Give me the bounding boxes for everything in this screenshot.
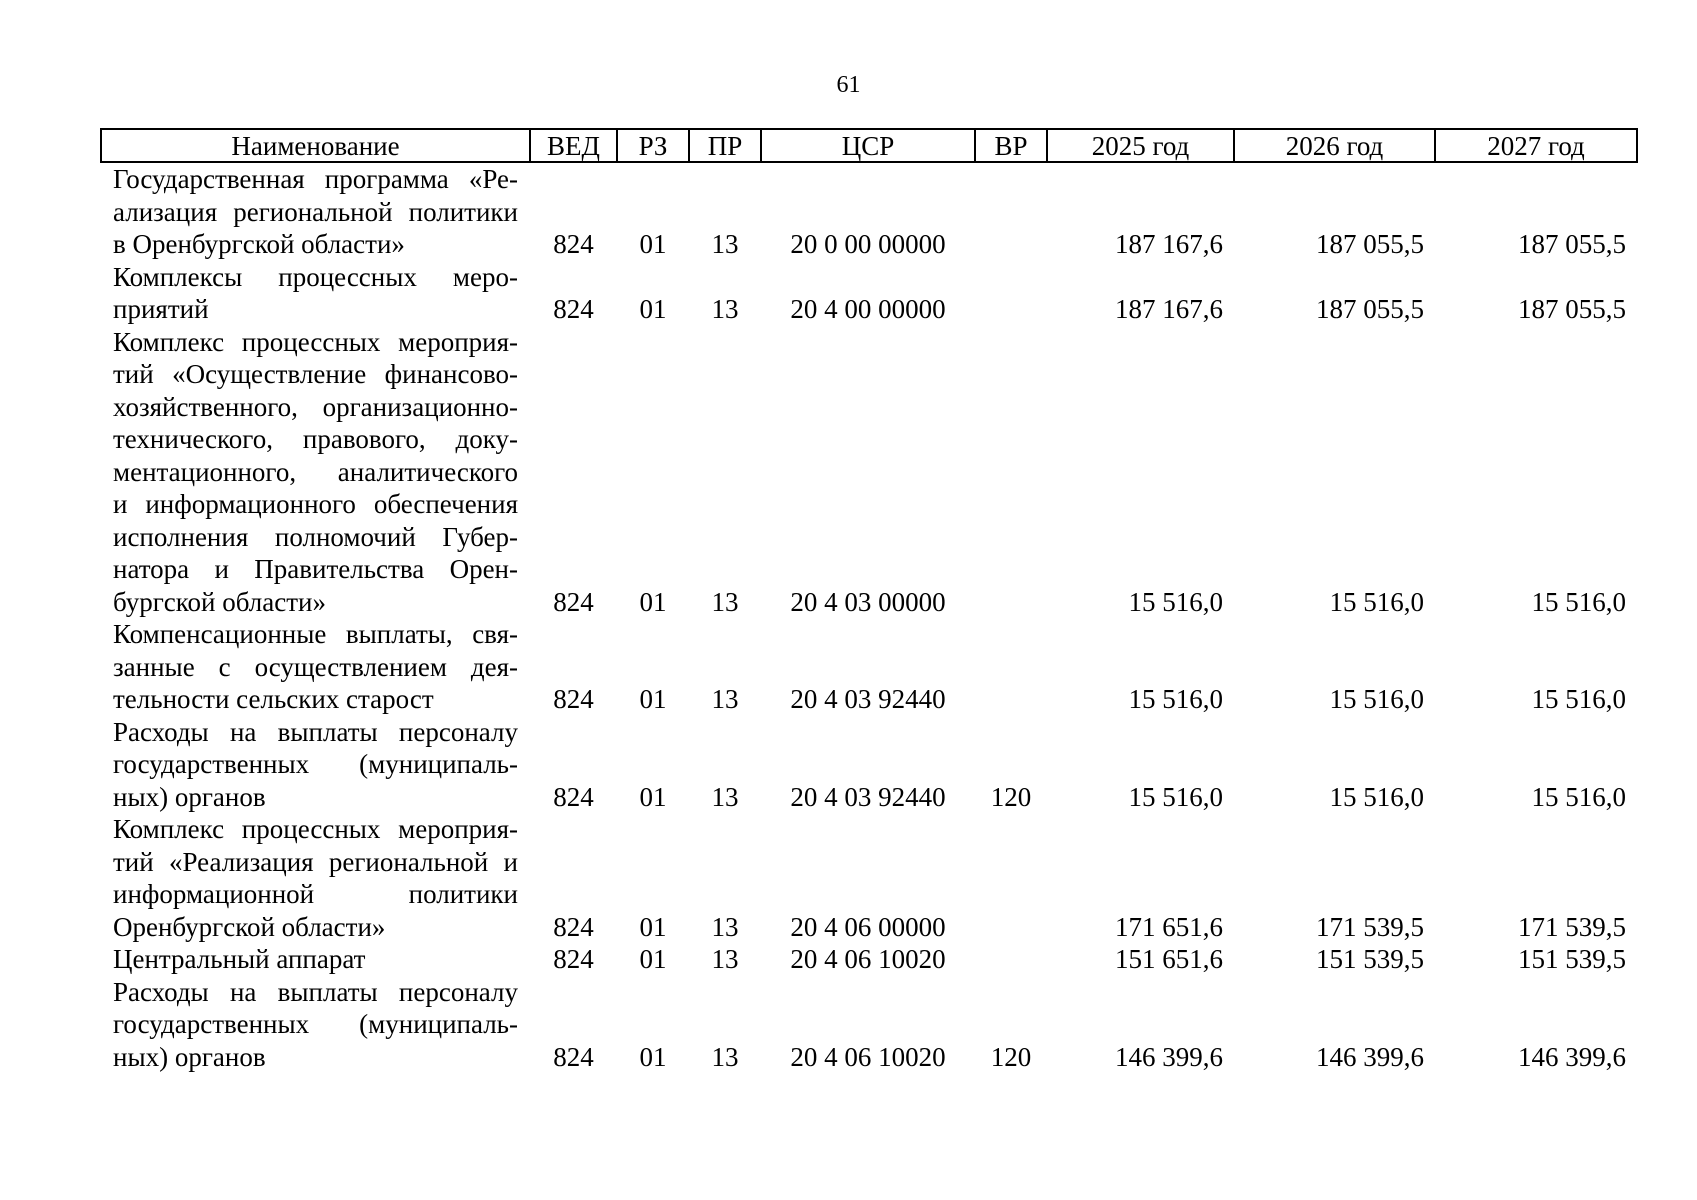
row-amount-2025: 171 651,6: [1115, 911, 1223, 942]
page-number: 61: [836, 72, 861, 98]
row-ved: 824: [553, 294, 594, 324]
row-name-line: Расходы на выплаты персоналу: [113, 716, 518, 747]
row-amount-2026: 15 516,0: [1329, 781, 1424, 812]
column-header-2026: 2026 год: [1234, 129, 1435, 162]
row-vr: [975, 261, 1047, 326]
row-rz: 01: [639, 229, 667, 259]
row-name-line: ных) органов: [113, 1041, 266, 1072]
row-amount-2026: 15 516,0: [1329, 586, 1424, 617]
table-row: [101, 976, 1637, 1074]
row-rz: 01: [639, 586, 667, 617]
row-amount-2025: 187 167,6: [1115, 294, 1223, 324]
row-name-line: тельности сельских старост: [113, 684, 434, 714]
row-amount-2025: 15 516,0: [1128, 586, 1223, 617]
row-amount-2026: 187 055,5: [1316, 294, 1424, 324]
row-name-line: государственных (муниципаль-: [113, 1009, 518, 1039]
table-header-row: [101, 129, 1637, 162]
row-name-line: Комплексы процессных меро-: [113, 261, 518, 292]
row-name: [101, 813, 530, 943]
table-body: [101, 162, 1637, 1073]
row-ved: 824: [553, 684, 594, 714]
row-name-line: хозяйственного, организационно-: [113, 391, 518, 422]
row-name: [101, 943, 530, 976]
row-name-line: тий «Осуществление финансово-: [113, 359, 518, 389]
column-header-vr: ВР: [975, 129, 1047, 162]
row-csr: 20 4 03 00000: [790, 586, 946, 617]
row-vr: [975, 943, 1047, 976]
table-row: [101, 326, 1637, 619]
table-row: [101, 813, 1637, 943]
row-amount-2027: 15 516,0: [1531, 586, 1626, 617]
row-ved: 824: [553, 1041, 594, 1072]
row-amount-2025: 151 651,6: [1115, 944, 1223, 974]
row-name-line: информационной политики: [113, 879, 518, 909]
row-rz: 01: [639, 684, 667, 714]
row-name-line: Компенсационные выплаты, свя-: [113, 619, 518, 649]
row-amount-2026: 171 539,5: [1316, 911, 1424, 942]
row-ved: 824: [553, 911, 594, 942]
column-header-rz: РЗ: [617, 129, 689, 162]
column-header-name: Наименование: [101, 129, 530, 162]
row-pr: 13: [711, 684, 739, 714]
row-rz: 01: [639, 911, 667, 942]
row-name-line: занные с осуществлением дея-: [113, 651, 518, 682]
budget-table: [100, 128, 1638, 1073]
row-amount-2027: 151 539,5: [1518, 944, 1626, 974]
row-csr: 20 4 06 10020: [790, 944, 946, 974]
row-ved: 824: [553, 586, 594, 617]
column-header-2027: 2027 год: [1435, 129, 1637, 162]
row-pr: 13: [711, 294, 739, 324]
row-name: [101, 618, 530, 716]
row-vr: [975, 618, 1047, 716]
row-name-line: бургской области»: [113, 586, 326, 617]
row-pr: 13: [711, 229, 739, 259]
row-name-line: технического, правового, доку-: [113, 424, 518, 454]
row-csr: 20 4 06 10020: [790, 1041, 946, 1072]
table-row: [101, 162, 1637, 261]
row-amount-2025: 146 399,6: [1115, 1041, 1223, 1072]
row-amount-2026: 15 516,0: [1329, 684, 1424, 714]
row-ved: 824: [553, 229, 594, 259]
table-row: [101, 618, 1637, 716]
row-name-line: и информационного обеспечения: [113, 489, 518, 519]
row-amount-2026: 151 539,5: [1316, 944, 1424, 974]
row-csr: 20 4 06 00000: [790, 911, 946, 942]
row-name: [101, 716, 530, 814]
row-amount-2025: 15 516,0: [1128, 781, 1223, 812]
row-name: [101, 162, 530, 261]
column-header-pr: ПР: [689, 129, 761, 162]
row-csr: 20 0 00 00000: [790, 229, 946, 259]
row-csr: 20 4 03 92440: [790, 781, 946, 812]
row-name-line: исполнения полномочий Губер-: [113, 521, 518, 552]
row-name-line: Центральный аппарат: [113, 944, 366, 974]
row-name-line: Расходы на выплаты персоналу: [113, 976, 518, 1007]
row-amount-2026: 146 399,6: [1316, 1041, 1424, 1072]
row-vr: 120: [990, 1041, 1032, 1072]
row-name-line: ных) органов: [113, 781, 266, 812]
row-ved: 824: [553, 944, 594, 974]
column-header-ved: ВЕД: [530, 129, 617, 162]
table-row: [101, 261, 1637, 326]
row-rz: 01: [639, 944, 667, 974]
row-rz: 01: [639, 781, 667, 812]
table-row: [101, 943, 1637, 976]
row-name-line: тий «Реализация региональной и: [113, 846, 518, 877]
row-pr: 13: [711, 1041, 739, 1072]
row-amount-2026: 187 055,5: [1316, 229, 1424, 259]
column-header-csr: ЦСР: [761, 129, 975, 162]
row-amount-2025: 15 516,0: [1128, 684, 1223, 714]
row-name-line: Комплекс процессных мероприя-: [113, 814, 518, 844]
row-vr: 120: [990, 781, 1032, 812]
row-name-line: государственных (муниципаль-: [113, 749, 518, 779]
column-header-2025: 2025 год: [1047, 129, 1234, 162]
row-amount-2027: 187 055,5: [1518, 294, 1626, 324]
row-amount-2027: 15 516,0: [1531, 781, 1626, 812]
row-name-line: в Оренбургской области»: [113, 229, 405, 259]
table-row: [101, 716, 1637, 814]
row-name-line: Оренбургской области»: [113, 911, 386, 942]
row-pr: 13: [711, 586, 739, 617]
row-ved: 824: [553, 781, 594, 812]
row-pr: 13: [711, 911, 739, 942]
row-name-line: Государственная программа «Ре-: [113, 164, 518, 194]
row-name-line: Комплекс процессных мероприя-: [113, 326, 518, 357]
row-rz: 01: [639, 294, 667, 324]
row-pr: 13: [711, 944, 739, 974]
row-name: [101, 976, 530, 1074]
row-name-line: ментационного, аналитического: [113, 456, 518, 487]
row-vr: [975, 813, 1047, 943]
row-name-line: ализация региональной политики: [113, 196, 518, 227]
row-pr: 13: [711, 781, 739, 812]
row-amount-2027: 171 539,5: [1518, 911, 1626, 942]
row-name-line: приятий: [113, 294, 209, 324]
row-amount-2025: 187 167,6: [1115, 229, 1223, 259]
row-rz: 01: [639, 1041, 667, 1072]
row-vr: [975, 326, 1047, 619]
row-amount-2027: 187 055,5: [1518, 229, 1626, 259]
row-amount-2027: 15 516,0: [1531, 684, 1626, 714]
row-name: [101, 326, 530, 619]
row-csr: 20 4 00 00000: [790, 294, 946, 324]
row-name: [101, 261, 530, 326]
row-csr: 20 4 03 92440: [790, 684, 946, 714]
row-vr: [975, 162, 1047, 261]
row-name-line: натора и Правительства Орен-: [113, 554, 518, 584]
row-amount-2027: 146 399,6: [1518, 1041, 1626, 1072]
budget-table-container: [100, 128, 1636, 1073]
